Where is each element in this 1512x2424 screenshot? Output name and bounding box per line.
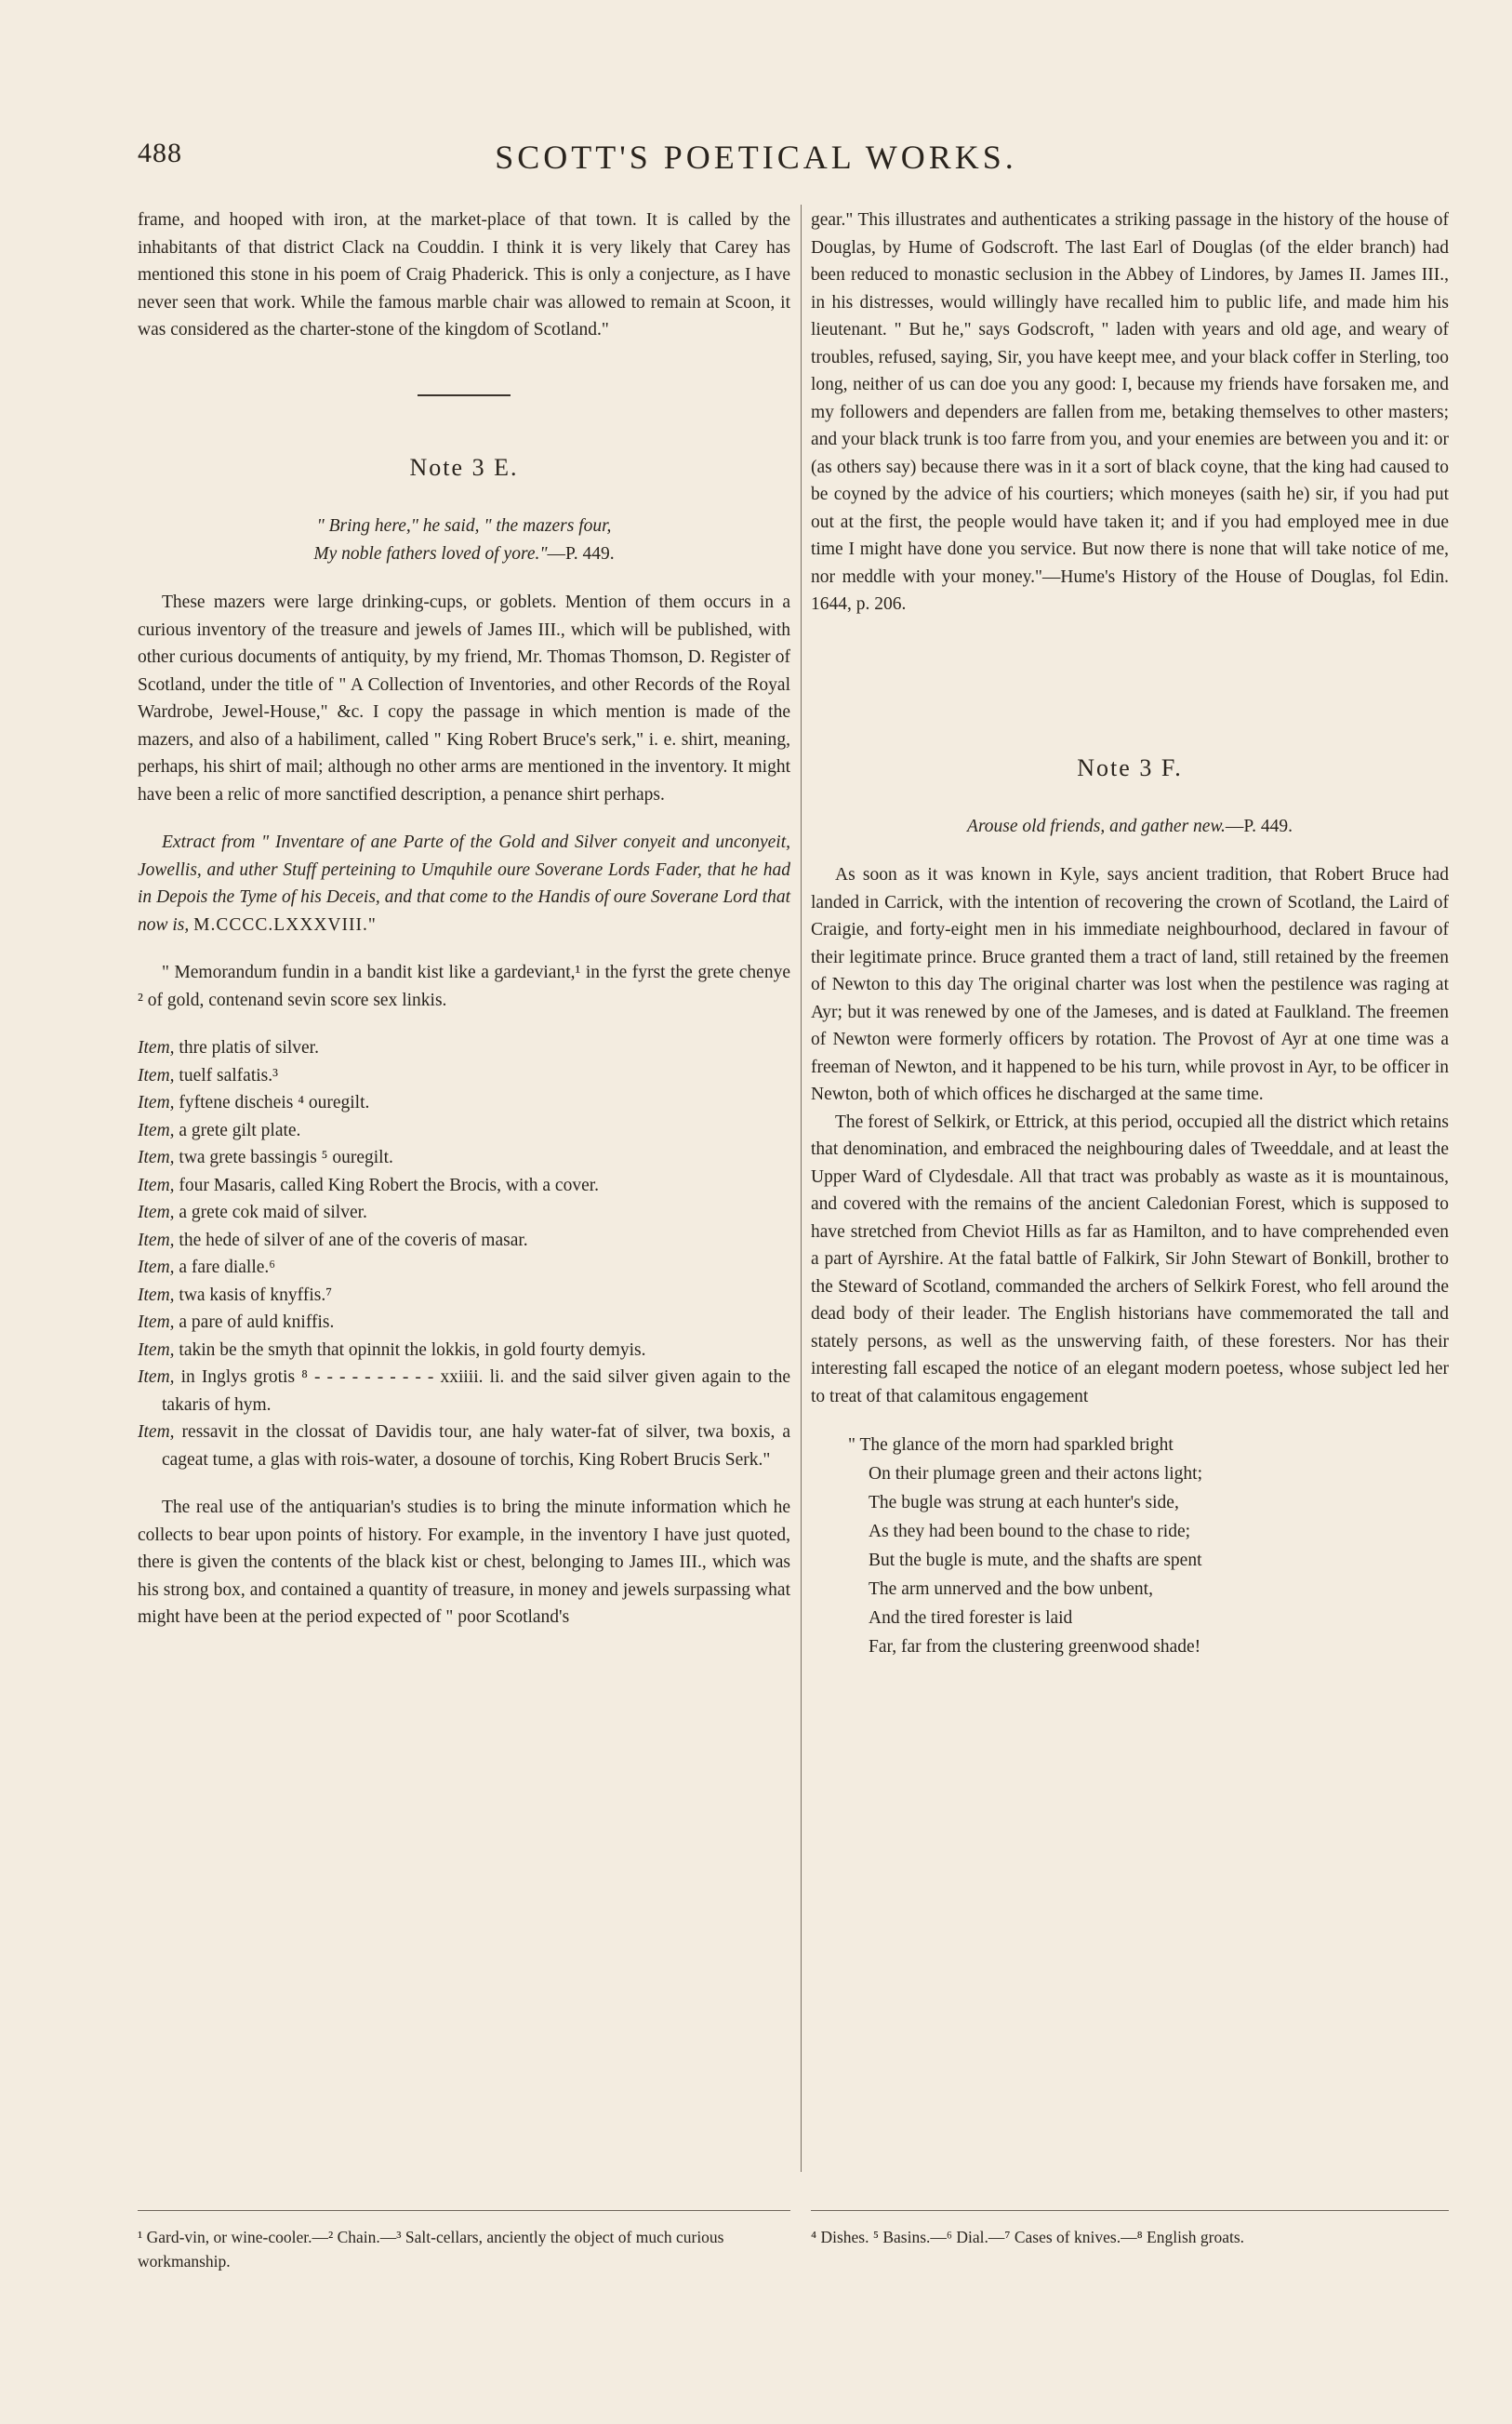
extract-date: M.CCCC.LXXXVIII. <box>193 914 368 935</box>
item-label: Item, <box>138 1120 175 1140</box>
item-text: thre platis of silver. <box>179 1038 319 1058</box>
item-text: a grete cok maid of silver. <box>179 1203 367 1222</box>
item-text: fyftene discheis ⁴ ouregilt. <box>179 1093 370 1112</box>
item-text: four Masaris, called King Robert the Brocis, with a cover. <box>179 1175 600 1195</box>
item-label: Item, <box>138 1230 175 1250</box>
real-use-paragraph: The real use of the antiquarian's studies is to bring the minute information which he collects to bear upon points of history. For example, in the inventory I have just quoted, there is given the contents of the black kist or chest, belonging to James III., which was his strong box, and contained a quantity of treasure, in money and jewels surpassing what might have been at the period expected of " poor Scotland's <box>138 1498 790 1627</box>
extract-title: Extract from " Inventare of ane Parte of the Gold and Silver conyeit and unconyeit, Jowellis, and uther Stuff perteining to Umquhile oure Soverane Lords Fader, that he had in Depois the Tyme of his Deceis, and that come to the Handis of oure Soverane Lord that now is, <box>138 832 790 935</box>
item-text: a pare of auld kniffis. <box>179 1312 335 1332</box>
item-label: Item, <box>138 1148 175 1167</box>
extract-heading: Extract from " Inventare of ane Parte of the Gold and Silver conyeit and unconyeit, Jowellis, and uther Stuff perteining to Umquhile oure Soverane Lords Fader, that he had in Depois the Tyme of his Deceis, and that come to the Handis of oure Soverane Lord that now is, M.CCCC.LXXXVIII." <box>138 832 790 935</box>
poem-line: As they had been bound to the chase to ride; <box>869 1522 1191 1541</box>
inventory-item <box>138 1089 790 1117</box>
section-rule <box>418 394 511 396</box>
inventory-item <box>138 1117 790 1145</box>
item-text: twa grete bassingis ⁵ ouregilt. <box>179 1148 393 1167</box>
motto-line-2 <box>138 540 790 568</box>
selkirk-paragraph: The forest of Selkirk, or Ettrick, at this period, occupied all the district which retains that denomination, and embraced the neighbouring dales of Tweeddale, and at least the Upper Ward of Clydesdale. All that tract was probably as waste as it is mountainous, and covered with the remains of the ancient Caledonian Forest, which is supposed to have stretched from Cheviot Hills as far as Hamilton, and to have comprehended even a part of Ayrshire. At the fatal battle of Falkirk, Sir John Stewart of Bonkill, brother to the Steward of Scotland, commanded the archers of Selkirk Forest, who fell around the dead body of their leader. The English historians have commemorated the tall and stately persons, as well as the unswerving faith, of these foresters. Nor has their interesting fall escaped the notice of an elegant modern poetess, whose subject led her to treat of that calamitous engagement <box>811 1112 1449 1406</box>
item-label: Item, <box>138 1258 175 1277</box>
poem-line: " The glance of the morn had sparkled bright <box>848 1435 1174 1455</box>
inventory-item <box>138 1282 790 1310</box>
item-label: Item, <box>138 1367 175 1387</box>
kyle-paragraph: As soon as it was known in Kyle, says ancient tradition, that Robert Bruce had landed in Carrick, with the intention of recovering the crown of Scotland, the Laird of Craigie, and forty-eight men in his immediate neighbourhood, declared in favour of their legitimate prince. Bruce granted them a tract of land, still retained by the freemen of Newton to this day The original charter was lost when the pestilence was raging at Ayr; but it was renewed by one of the Jameses, and is dated at Faulkland. The freemen of Newton were formerly officers by rotation. The Provost of Ayr at one time was a freeman of Newton, and it happened to be his turn, while provost in Ayr, to be officer in Newton, both of which offices he discharged at the same time. <box>811 865 1449 1104</box>
item-label: Item, <box>138 1038 175 1058</box>
mazers-paragraph: These mazers were large drinking-cups, or goblets. Mention of them occurs in a curious inventory of the treasure and jewels of James III., which will be published, with other curious documents of antiquity, by my friend, Mr. Thomas Thomson, D. Register of Scotland, under the title of " A Collection of Inventories, and other Records of the Royal Wardrobe, Jewel-House," &c. I copy the passage in which mention is made of the mazers, and also of a habiliment, called " King Robert Bruce's serk," i. e. shirt, meaning, perhaps, his shirt of mail; although no other arms are mentioned in the inventory. It might have been a relic of more sanctified description, a penance shirt perhaps. <box>138 593 790 805</box>
inventory-item <box>138 1227 790 1255</box>
inventory-item <box>138 1364 790 1418</box>
note-3f-motto <box>811 813 1449 841</box>
left-footnote: ¹ Gard-vin, or wine-cooler.—² Chain.—³ Salt-cellars, anciently the object of much curious workmanship. <box>138 2228 724 2271</box>
item-label: Item, <box>138 1422 175 1442</box>
right-footnote-rule <box>811 2210 1449 2211</box>
item-text: tuelf salfatis.³ <box>179 1065 278 1085</box>
poem-line: The arm unnerved and the bow unbent, <box>869 1579 1153 1599</box>
item-text: a fare dialle.⁶ <box>179 1258 276 1277</box>
poem-line: The bugle was strung at each hunter's side, <box>869 1493 1179 1512</box>
note-3f-heading: Note 3 F. <box>1077 753 1183 781</box>
inventory-list <box>138 1034 790 1473</box>
item-label: Item, <box>138 1175 175 1195</box>
poem-line: Far, far from the clustering greenwood shade! <box>869 1637 1201 1657</box>
inventory-item <box>138 1172 790 1200</box>
inventory-item <box>138 1144 790 1172</box>
motto-page-ref: —P. 449. <box>547 544 615 564</box>
running-title: SCOTT'S POETICAL WORKS. <box>495 139 1017 176</box>
inventory-item <box>138 1062 790 1090</box>
item-text: the hede of silver of ane of the coveris of masar. <box>179 1230 528 1250</box>
motto-text: My noble fathers loved of yore." <box>313 544 548 564</box>
item-text: twa kasis of knyffis.⁷ <box>179 1285 332 1305</box>
right-column <box>811 206 1449 1661</box>
item-text: ressavit in the clossat of Davidis tour, ane haly water-fat of silver, twa boxis, a cageat tume, a glas with rois-water, a dosoune of torchis, King Robert Brucis Serk." <box>162 1422 790 1470</box>
motto-line-1: " Bring here," he said, " the mazers four, <box>316 516 612 536</box>
item-label: Item, <box>138 1312 175 1332</box>
left-column <box>138 206 790 1632</box>
right-footnote: ⁴ Dishes. ⁵ Basins.—⁶ Dial.—⁷ Cases of knives.—⁸ English groats. <box>811 2228 1245 2246</box>
poem-quotation <box>811 1431 1449 1661</box>
item-text: a grete gilt plate. <box>179 1120 301 1140</box>
item-label: Item, <box>138 1285 175 1305</box>
item-text: takin be the smyth that opinnit the lokkis, in gold fourty demyis. <box>179 1339 646 1360</box>
inventory-item <box>138 1418 790 1473</box>
item-label: Item, <box>138 1339 175 1360</box>
memorandum-paragraph: " Memorandum fundin in a bandit kist like a gardeviant,¹ in the fyrst the grete chenye ² of gold, contenand sevin score sex linkis. <box>138 963 790 1010</box>
godscroft-paragraph: gear." This illustrates and authenticates a striking passage in the history of the house of Douglas, by Hume of Godscroft. The last Earl of Douglas (of the elder branch) had been reduced to monastic seclusion in the Abbey of Lindores, by James II. James III., in his distresses, would willingly have recalled him to public life, and made him his lieutenant. " But he," says Godscroft, " laden with years and old age, and weary of troubles, refused, saying, Sir, you have keept mee, and your black coffer in Sterling, too long, neither of us can doe you any good: I, because my friends have forsaken me, and my followers and dependers are fallen from me, betaking themselves to other masters; and your black trunk is too farre from you, and your enemies are between you and it: or (as others say) because there was in it a sort of black coyne, that the king had caused to be coyned by the advice of his courtiers; which moneyes (saith he) sir, if you had put out at the first, the people would have taken it; and if you had employed mee in due time I might have done you service. But now there is none that will take notice of me, nor meddle with your money."—Hume's History of the House of Douglas, fol Edin. 1644, p. 206. <box>811 210 1449 614</box>
motto-text: Arouse old friends, and gather new. <box>967 817 1226 836</box>
column-divider <box>801 205 802 2172</box>
inventory-item <box>138 1034 790 1062</box>
item-label: Item, <box>138 1093 175 1112</box>
note-3e-heading: Note 3 E. <box>409 453 519 481</box>
continued-paragraph: frame, and hooped with iron, at the market-place of that town. It is called by the inhabitants of that district Clack na Couddin. I think it is very likely that Carey has mentioned this stone in his poem of Craig Phaderick. This is only a conjecture, as I have never seen that work. While the famous marble chair was allowed to remain at Scoon, it was considered as the charter-stone of the kingdom of Scotland." <box>138 210 790 340</box>
item-label: Item, <box>138 1203 175 1222</box>
poem-line: But the bugle is mute, and the shafts are spent <box>869 1551 1202 1570</box>
poem-line: And the tired forester is laid <box>869 1608 1073 1628</box>
item-text: in Inglys grotis ⁸ - - - - - - - - - - xxiiii. li. and the said silver given again to the takaris of hym. <box>162 1367 790 1415</box>
poem-line: On their plumage green and their actons light; <box>869 1464 1203 1484</box>
page-header <box>0 138 1512 184</box>
item-label: Item, <box>138 1065 175 1085</box>
note-3e-motto <box>138 513 790 568</box>
inventory-item <box>138 1254 790 1282</box>
page-number: 488 <box>138 138 182 168</box>
motto-page-ref: —P. 449. <box>1225 817 1293 836</box>
inventory-item <box>138 1199 790 1227</box>
left-footnote-rule <box>138 2210 790 2211</box>
inventory-item <box>138 1337 790 1365</box>
inventory-item <box>138 1309 790 1337</box>
